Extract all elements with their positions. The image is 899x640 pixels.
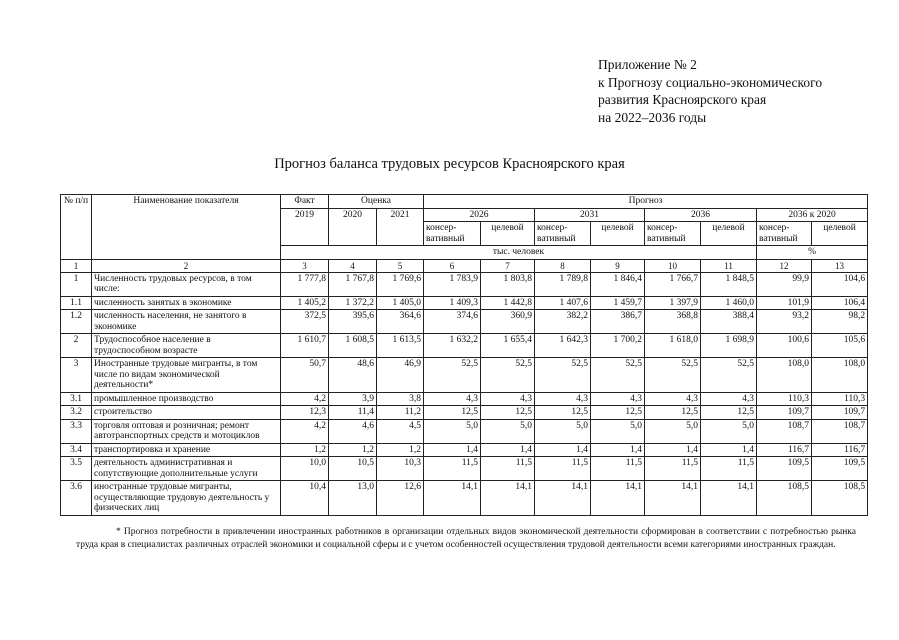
row-value: 105,6 — [812, 334, 868, 358]
row-value: 12,5 — [481, 406, 535, 420]
footnote-text: * Прогноз потребности в привлечении иностранных работников в организации отдельных видов экономической деятельности сформирован в соответствии с потребностью рынка труда края в специалистах различных отраслей экономики и социальной сферы и с учетом особенностей осуществления трудовой деятельности всеми категориями иностранных граждан. — [76, 527, 856, 550]
table-row — [61, 296, 868, 310]
row-number: 3.4 — [61, 443, 92, 457]
row-value: 1 783,9 — [424, 272, 481, 296]
row-value: 14,1 — [591, 481, 645, 516]
row-value: 5,0 — [535, 419, 591, 443]
row-value: 5,0 — [591, 419, 645, 443]
row-value: 1 803,8 — [481, 272, 535, 296]
row-value: 52,5 — [701, 358, 757, 393]
row-number: 2 — [61, 334, 92, 358]
row-value: 1 769,6 — [377, 272, 424, 296]
row-value: 5,0 — [481, 419, 535, 443]
row-number: 3.3 — [61, 419, 92, 443]
row-indicator-name: Численность трудовых ресурсов, в том числе: — [92, 272, 281, 296]
row-value: 4,3 — [701, 392, 757, 406]
row-number: 3.2 — [61, 406, 92, 420]
row-number: 3.1 — [61, 392, 92, 406]
header-ratio: 2036 к 2020 — [757, 208, 868, 222]
row-value: 1 442,8 — [481, 296, 535, 310]
column-number: 11 — [701, 259, 757, 272]
table-row — [61, 481, 868, 516]
column-number: 2 — [92, 259, 281, 272]
row-value: 3,8 — [377, 392, 424, 406]
row-indicator-name: иностранные трудовые мигранты, осуществляющие трудовую деятельность у физических лиц — [92, 481, 281, 516]
column-number: 3 — [281, 259, 329, 272]
row-value: 108,7 — [757, 419, 812, 443]
row-value: 5,0 — [645, 419, 701, 443]
row-value: 1 407,6 — [535, 296, 591, 310]
row-value: 4,5 — [377, 419, 424, 443]
row-value: 100,6 — [757, 334, 812, 358]
row-value: 1 405,0 — [377, 296, 424, 310]
appendix-line: развития Красноярского края — [598, 92, 767, 107]
row-value: 48,6 — [329, 358, 377, 393]
row-value: 1 372,2 — [329, 296, 377, 310]
row-indicator-name: численность занятых в экономике — [92, 296, 281, 310]
row-indicator-name: строительство — [92, 406, 281, 420]
row-value: 386,7 — [591, 310, 645, 334]
table-row — [61, 419, 868, 443]
footnote — [76, 526, 856, 552]
row-value: 11,5 — [645, 457, 701, 481]
table-row — [61, 457, 868, 481]
column-number: 8 — [535, 259, 591, 272]
table-row — [61, 334, 868, 358]
row-value: 99,9 — [757, 272, 812, 296]
row-number: 1.1 — [61, 296, 92, 310]
row-value: 1 608,5 — [329, 334, 377, 358]
row-value: 14,1 — [424, 481, 481, 516]
row-value: 108,7 — [812, 419, 868, 443]
row-value: 14,1 — [481, 481, 535, 516]
row-value: 52,5 — [424, 358, 481, 393]
row-value: 13,0 — [329, 481, 377, 516]
row-value: 93,2 — [757, 310, 812, 334]
row-value: 10,3 — [377, 457, 424, 481]
header-conservative: консер-вативный — [645, 222, 701, 246]
row-value: 12,5 — [535, 406, 591, 420]
header-conservative: консер-вативный — [424, 222, 481, 246]
row-value: 1 846,4 — [591, 272, 645, 296]
row-value: 368,8 — [645, 310, 701, 334]
row-number: 1 — [61, 272, 92, 296]
row-value: 12,5 — [701, 406, 757, 420]
appendix-line: к Прогнозу социально-экономического — [598, 74, 823, 90]
row-value: 52,5 — [535, 358, 591, 393]
row-value: 1,2 — [377, 443, 424, 457]
row-value: 109,5 — [812, 457, 868, 481]
row-value: 1 618,0 — [645, 334, 701, 358]
row-value: 1 766,7 — [645, 272, 701, 296]
row-value: 4,3 — [481, 392, 535, 406]
row-value: 110,3 — [812, 392, 868, 406]
row-value: 1,4 — [701, 443, 757, 457]
row-value: 372,5 — [281, 310, 329, 334]
row-value: 11,5 — [701, 457, 757, 481]
header-forecast: Прогноз — [424, 195, 868, 209]
column-number: 1 — [61, 259, 92, 272]
row-indicator-name: численность населения, не занятого в экономике — [92, 310, 281, 334]
row-value: 14,1 — [701, 481, 757, 516]
row-value: 98,2 — [812, 310, 868, 334]
column-number: 7 — [481, 259, 535, 272]
row-number: 3 — [61, 358, 92, 393]
row-value: 388,4 — [701, 310, 757, 334]
row-value: 1 632,2 — [424, 334, 481, 358]
row-value: 1 767,8 — [329, 272, 377, 296]
row-value: 382,2 — [535, 310, 591, 334]
row-value: 1 460,0 — [701, 296, 757, 310]
row-value: 11,5 — [535, 457, 591, 481]
header-conservative: консер-вативный — [757, 222, 812, 246]
row-value: 1 848,5 — [701, 272, 757, 296]
table-body — [61, 272, 868, 515]
row-value: 1 698,9 — [701, 334, 757, 358]
appendix-block — [598, 56, 822, 126]
header-year: 2036 — [645, 208, 757, 222]
row-value: 1,2 — [329, 443, 377, 457]
row-value: 1 405,2 — [281, 296, 329, 310]
row-value: 1 397,9 — [645, 296, 701, 310]
row-indicator-name: Трудоспособное население в трудоспособном возрасте — [92, 334, 281, 358]
row-value: 50,7 — [281, 358, 329, 393]
row-value: 1 613,5 — [377, 334, 424, 358]
column-number: 4 — [329, 259, 377, 272]
header-year: 2019 — [281, 208, 329, 246]
row-value: 374,6 — [424, 310, 481, 334]
table-row — [61, 406, 868, 420]
table-row — [61, 272, 868, 296]
row-value: 46,9 — [377, 358, 424, 393]
header-target: целевой — [701, 222, 757, 246]
row-value: 108,0 — [757, 358, 812, 393]
row-indicator-name: деятельность административная и сопутствующие дополнительные услуги — [92, 457, 281, 481]
header-no: № п/п — [61, 195, 92, 260]
column-number: 9 — [591, 259, 645, 272]
header-fact: Факт — [281, 195, 329, 209]
row-value: 104,6 — [812, 272, 868, 296]
column-number: 13 — [812, 259, 868, 272]
header-year: 2021 — [377, 208, 424, 246]
row-value: 110,3 — [757, 392, 812, 406]
header-year: 2020 — [329, 208, 377, 246]
row-value: 52,5 — [481, 358, 535, 393]
row-value: 4,3 — [645, 392, 701, 406]
row-value: 10,5 — [329, 457, 377, 481]
header-estimate: Оценка — [329, 195, 424, 209]
row-value: 4,3 — [535, 392, 591, 406]
header-name: Наименование показателя — [92, 195, 281, 260]
row-value: 4,2 — [281, 392, 329, 406]
row-value: 1,4 — [424, 443, 481, 457]
header-unit-percent: % — [757, 246, 868, 260]
row-value: 1,4 — [645, 443, 701, 457]
header-target: целевой — [591, 222, 645, 246]
row-value: 1 655,4 — [481, 334, 535, 358]
row-value: 12,5 — [424, 406, 481, 420]
row-value: 52,5 — [591, 358, 645, 393]
row-value: 5,0 — [424, 419, 481, 443]
table-row — [61, 392, 868, 406]
row-value: 1 610,7 — [281, 334, 329, 358]
column-number: 10 — [645, 259, 701, 272]
row-value: 109,7 — [812, 406, 868, 420]
header-target: целевой — [812, 222, 868, 246]
header-year: 2031 — [535, 208, 645, 222]
row-indicator-name: транспортировка и хранение — [92, 443, 281, 457]
column-number: 12 — [757, 259, 812, 272]
row-value: 395,6 — [329, 310, 377, 334]
row-value: 1 642,3 — [535, 334, 591, 358]
row-value: 108,5 — [812, 481, 868, 516]
row-value: 10,4 — [281, 481, 329, 516]
header-conservative: консер-вативный — [535, 222, 591, 246]
row-value: 52,5 — [645, 358, 701, 393]
row-value: 14,1 — [535, 481, 591, 516]
header-target: целевой — [481, 222, 535, 246]
row-value: 1 777,8 — [281, 272, 329, 296]
row-value: 12,5 — [591, 406, 645, 420]
table-row — [61, 443, 868, 457]
row-value: 4,6 — [329, 419, 377, 443]
row-value: 106,4 — [812, 296, 868, 310]
row-indicator-name: промышленное производство — [92, 392, 281, 406]
appendix-line: на 2022–2036 годы — [598, 109, 707, 125]
appendix-line: Приложение № 2 — [598, 57, 697, 72]
row-value: 109,5 — [757, 457, 812, 481]
row-value: 11,5 — [591, 457, 645, 481]
row-value: 5,0 — [701, 419, 757, 443]
table-row — [61, 310, 868, 334]
row-number: 3.5 — [61, 457, 92, 481]
row-value: 360,9 — [481, 310, 535, 334]
row-value: 364,6 — [377, 310, 424, 334]
row-value: 1,4 — [591, 443, 645, 457]
row-value: 12,6 — [377, 481, 424, 516]
row-value: 4,2 — [281, 419, 329, 443]
row-indicator-name: Иностранные трудовые мигранты, в том числе по видам экономической деятельности* — [92, 358, 281, 393]
header-year: 2026 — [424, 208, 535, 222]
row-value: 108,0 — [812, 358, 868, 393]
row-number: 3.6 — [61, 481, 92, 516]
document-title: Прогноз баланса трудовых ресурсов Красноярского края — [274, 156, 625, 172]
row-value: 4,3 — [591, 392, 645, 406]
column-number: 6 — [424, 259, 481, 272]
row-value: 1,2 — [281, 443, 329, 457]
row-indicator-name: торговля оптовая и розничная; ремонт автотранспортных средств и мотоциклов — [92, 419, 281, 443]
row-value: 1 459,7 — [591, 296, 645, 310]
table-row — [61, 358, 868, 393]
row-value: 11,5 — [424, 457, 481, 481]
row-value: 116,7 — [757, 443, 812, 457]
row-value: 1,4 — [535, 443, 591, 457]
row-value: 109,7 — [757, 406, 812, 420]
row-value: 101,9 — [757, 296, 812, 310]
column-number: 5 — [377, 259, 424, 272]
row-value: 3,9 — [329, 392, 377, 406]
row-value: 10,0 — [281, 457, 329, 481]
row-value: 4,3 — [424, 392, 481, 406]
row-value: 1 700,2 — [591, 334, 645, 358]
row-value: 108,5 — [757, 481, 812, 516]
row-value: 1 409,3 — [424, 296, 481, 310]
row-value: 12,5 — [645, 406, 701, 420]
row-value: 1 789,8 — [535, 272, 591, 296]
row-value: 11,5 — [481, 457, 535, 481]
row-value: 11,2 — [377, 406, 424, 420]
labor-balance-table — [60, 194, 868, 516]
row-value: 116,7 — [812, 443, 868, 457]
row-value: 11,4 — [329, 406, 377, 420]
header-unit-people: тыс. человек — [281, 246, 757, 260]
row-value: 1,4 — [481, 443, 535, 457]
row-value: 12,3 — [281, 406, 329, 420]
row-number: 1.2 — [61, 310, 92, 334]
row-value: 14,1 — [645, 481, 701, 516]
